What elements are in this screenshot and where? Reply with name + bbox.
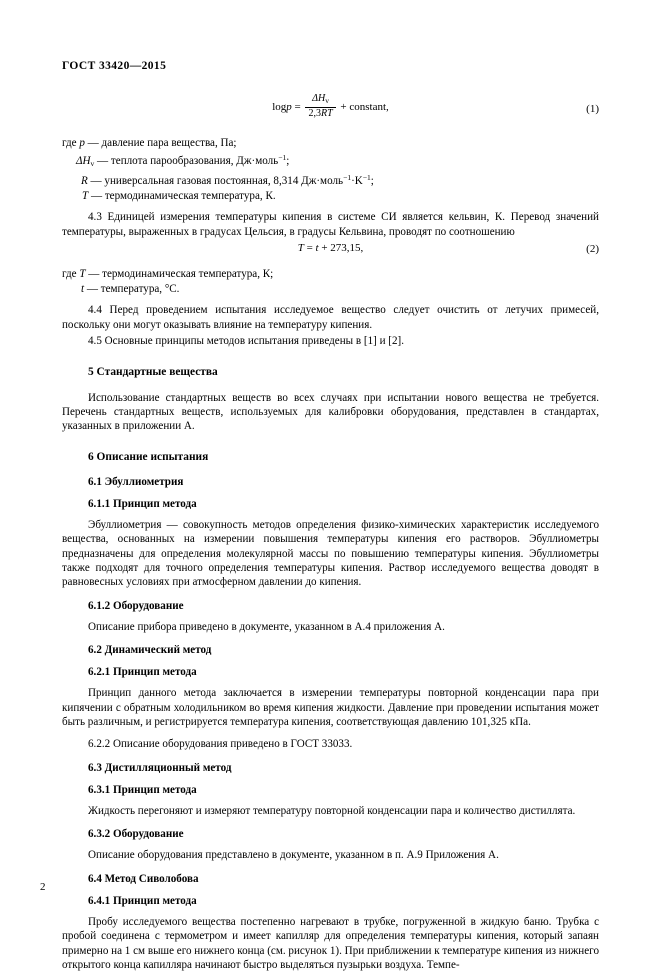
- definition-row: t — температура, °С.: [81, 282, 180, 295]
- paragraph-6-1-2: Описание прибора приведено в документе, указанном в А.4 приложения А.: [88, 620, 445, 633]
- definitions-list-1: [62, 136, 599, 203]
- definition-row: T — термодинамическая температура, К.: [82, 189, 276, 202]
- subsection-heading-6-2-1: 6.2.1 Принцип метода: [88, 666, 197, 679]
- page-number: 2: [40, 881, 46, 893]
- formula-1-denominator: 2,3RT: [308, 108, 333, 119]
- section-heading-5: 5 Стандартные вещества: [88, 365, 218, 378]
- paragraph-6-4-1: Пробу исследуемого вещества постепенно нагревают в трубке, погруженной в жидкую баню. Трубка с пробой соединена с термометром и имеет капилляр для определения температуры кипения, который запаян примерно на 1 см выше его нижнего конца (см. рисунок 1). При приближении к температуре кипения из нижнего открытого конца капилляра начинают быстро выделяться пузырьки воздуха. Темпе-: [62, 915, 599, 971]
- formula-1-numerator: $\Delta H_v$: [305, 93, 335, 108]
- subsection-heading-6-1-1: 6.1.1 Принцип метода: [88, 497, 197, 510]
- subsection-heading-6-4: 6.4 Метод Сиволобова: [88, 872, 199, 885]
- definition-row: $\Delta H_v$ — теплота парообразования, Дж·моль$^{-1}$;: [76, 152, 290, 168]
- paragraph-6-2-1: Принцип данного метода заключается в измерении температуры повторной конденсации пара при кипячении с обратным холодильником во время кипения жидкости. Давление при проведении испытания может быть различным, и регистрируется температура кипения, соответствующая давлению 101,325 кПа.: [62, 687, 599, 729]
- subsection-heading-6-3-1: 6.3.1 Принцип метода: [88, 783, 197, 796]
- definition-row: R — универсальная газовая постоянная, 8,314 $Дж\cdot моль^{-1}\cdot K^{-1}$;: [81, 173, 374, 188]
- formula-1-block: [62, 94, 599, 128]
- page-header: ГОСТ 33420—2015: [62, 60, 167, 72]
- definition-row: где T — термодинамическая температура, К;: [62, 268, 274, 281]
- formula-1-number: (1): [586, 103, 599, 115]
- definitions-list-2: [62, 267, 599, 296]
- paragraph-6-2-2: 6.2.2 Описание оборудования приведено в ГОСТ 33033.: [88, 738, 353, 751]
- definition-row: где p — давление пара вещества, Па;: [62, 137, 237, 149]
- formula-1-equals: =: [294, 101, 301, 114]
- formula-1-lhs-var: p: [286, 101, 292, 114]
- section-heading-6: 6 Описание испытания: [88, 450, 209, 463]
- paragraph-4-5: 4.5 Основные принципы методов испытания приведены в [1] и [2].: [88, 335, 405, 348]
- paragraph-6-1-1: Эбуллиометрия — совокупность методов определения физико-химических характеристик исследуемого вещества, основанных на измерении повышения температуры кипения его растворов. Эбуллиометры предназначены для определения молекулярной массы по повышению температуры кипения. Эбуллиометры также подходят для точного определения температуры кипения. Раствор исследуемого вещества доводят в равновесных условиях при атмосферном давлении до кипения.: [62, 518, 599, 589]
- subsection-heading-6-3-2: 6.3.2 Оборудование: [88, 828, 184, 841]
- paragraph-6-3-2: Описание оборудования представлено в документе, указанном в п. А.9 Приложения А.: [88, 849, 499, 862]
- formula-1-fraction: [305, 93, 335, 120]
- paragraph-4-4: 4.4 Перед проведением испытания исследуемое вещество следует очистить от летучих примесей, поскольку они могут оказывать влияние на температуру кипения.: [62, 304, 599, 331]
- formula-2-number: (2): [586, 243, 599, 256]
- paragraph-5: Использование стандартных веществ во всех случаях при испытании нового вещества не требуется. Перечень стандартных веществ, используемых для калибровки оборудования, представлен в стандартах, указанных в приложении А.: [62, 391, 599, 433]
- subsection-heading-6-1: 6.1 Эбуллиометрия: [88, 475, 184, 488]
- formula-1-tail: + constant,: [340, 101, 389, 114]
- formula-1: [62, 94, 599, 121]
- subsection-heading-6-1-2: 6.1.2 Оборудование: [88, 599, 184, 612]
- subsection-heading-6-3: 6.3 Дистилляционный метод: [88, 761, 232, 774]
- paragraph-6-3-1: Жидкость перегоняют и измеряют температуру повторной конденсации пара и количество дистиллята.: [88, 804, 576, 817]
- paragraph-4-3: 4.3 Единицей измерения температуры кипения в системе СИ является кельвин, К. Перевод значений температуры, выраженных в градусах Цельсия, в градусы Кельвина, проводят по соотношению: [62, 211, 599, 238]
- formula-1-lhs: log: [272, 101, 287, 114]
- subsection-heading-6-4-1: 6.4.1 Принцип метода: [88, 894, 197, 907]
- formula-2: T = t + 273,15,: [297, 242, 364, 255]
- formula-2-block: [62, 242, 599, 264]
- subsection-heading-6-2: 6.2 Динамический метод: [88, 644, 212, 657]
